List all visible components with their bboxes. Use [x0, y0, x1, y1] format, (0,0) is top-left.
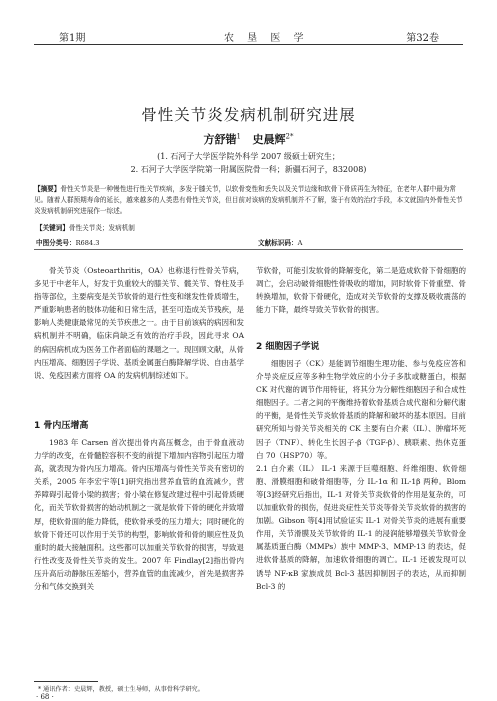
article-title: 骨性关节炎发病机制研究进展 [141, 106, 356, 124]
running-header [34, 28, 463, 45]
author-2-mark: 2* [285, 132, 294, 141]
header-divider [34, 249, 463, 250]
author-2: 史晨辉 [252, 133, 286, 146]
footnote: * 通讯作者：史晨辉，教授，硕士生导师，从事骨科学研究。 [38, 686, 204, 693]
right-paragraph-1: 节软骨，可能引发软骨的降解变化，第二是造成软骨下骨细胞的凋亡，会启动破骨细胞性骨吸收的增加，同时软骨下骨重塑、骨转换增加，软骨下骨硬化，造成对关节软骨的支撑及吸收震荡的能力下降，最终导致关节软骨的损害。 [256, 266, 466, 315]
journal-name: 农 垦 医 学 [224, 33, 309, 44]
author-1: 方舒锴 [203, 133, 237, 146]
section-2-heading: 2 细胞因子学说 [256, 342, 320, 352]
affiliation-2: 2. 石河子大学医学院第一附属医院骨一科；新疆石河子，832008) [130, 165, 367, 174]
affiliation-1: (1. 石河子大学医学院外科学 2007 级硕士研究生； [157, 152, 340, 161]
issue-number: 第1期 [59, 33, 86, 44]
keywords [36, 222, 135, 232]
clc-label: 中图分类号： [36, 239, 76, 247]
right-paragraph-3: 2.1 白介素（IL） IL-1 来源于巨噬细胞、纤维细胞、软骨细胞、滑膜细胞和破骨细胞等，分 IL-1α 和 IL-1β 两种。Blom 等[3]经研究后指出，IL-1 对骨关节炎软骨的作用是复杂的，可以加重软骨的损伤，促进炎症性关节炎等骨关节炎软骨的损害的加剧。Gibson 等[4]用试验证实 IL-1 对骨关节炎的进展有重要作用，关节滑膜及关节软骨的 IL-1 的浸润能够增强关节软骨金属基质蛋白酶（MMPs）族中 MMP-3、MMP-13 的表达，促进软骨基质的降解，加速软骨细胞的凋亡。IL-1 还被发现可以诱导 NF-κB 家族成员 Bcl-3 基因抑制因子的表达，从而抑制 Bcl-3 的 [256, 463, 466, 591]
right-paragraph-2: 细胞因子（CK）是能调节细胞生理功能、参与免疫应答和介导炎症反应等多种生物学效应的小分子多肽或糖蛋白，根据 CK 对代谢的调节作用特征，将其分为分解性细胞因子和合成性细胞因子。二者之间的平衡维持着软骨基质合成代谢和分解代谢的平衡，是骨性关节炎软骨基质的降解和破坏的基本原因。目前研究所知与骨关节炎相关的 CK 主要有白介素（IL）、肿瘤坏死因子（TNF）、转化生长因子-β（TGF-β）、胰联素、热休克蛋白 70（HSP70）等。 [256, 359, 466, 460]
doc-code-label: 文献标识码： [258, 239, 298, 247]
author-1-mark: 1 [236, 132, 241, 141]
keywords-text: 骨性关节炎；发病机制 [68, 224, 135, 232]
abstract-label: 【摘要】 [34, 185, 61, 193]
doc-code-value: A [297, 239, 303, 247]
left-column-continued [34, 436, 244, 593]
clc-value: R684.3 [75, 239, 100, 247]
classification-number [36, 237, 99, 247]
left-column [34, 264, 244, 382]
keywords-label: 【关键词】 [36, 224, 69, 232]
page-number: · 68 · [36, 693, 54, 701]
volume-number: 第32卷 [406, 33, 439, 44]
section-1-heading: 1 骨内压增高 [34, 421, 89, 431]
abstract-text: 骨性关节炎是一种慢性进行性关节疾病，多发于膝关节，以软骨变性和丢失以及关节边缘和软骨下骨质再生为特征，在老年人群中最为常见。随着人群预期寿命的延长，越来越多的人类患有骨性关节炎，但目前对该病的发病机制并不了解，鉴于有效的治疗手段，本文就国内外骨性关节炎发病机制研究进展作一综述。 [34, 185, 463, 216]
footnote-divider [34, 681, 98, 682]
abstract [34, 184, 463, 218]
document-code [258, 237, 302, 247]
right-column [256, 264, 466, 316]
left-paragraph-1: 骨关节炎（Osteoarthritis，OA）也称退行性骨关节病，多见于中老年人，好发于负重较大的膝关节、髋关节、脊柱及手指等部位，主要病变是关节软骨的退行性变和继发性骨质增生，严重影响患者的肢体功能和日常生活，甚至可造成关节残疾，是影响人类健康最常见的关节疾患之一。由于目前该病的病因和发病机制并不明确，临床尚缺乏有效的治疗手段，因此寻求 OA 的病因病机成为医务工作者面临的课题之一。现回顾文献，从骨内压增高、细胞因子学说、基质金属蛋白酶降解学说、自由基学说、免疫因素方面将 OA 的发病机制综述如下。 [34, 266, 244, 380]
left-paragraph-2: 1983 年 Carsen 首次提出骨内高压概念，由于骨血液动力学的改变，在骨髓腔容积不变的前提下增加内容物引起压力增高，就表现为骨内压力增高。骨内压增高与骨性关节炎有密切的关系，2005 年李宏宇等[1]研究指出营养血管的血流减少，营养障碍引起骨小梁的损害；骨小梁在修复改建过程中引起骨质硬化，而关节软骨损害的始动机制之一就是软骨下骨的硬化并致增厚，使软骨面的能力降低，使软骨承受的压力增大；同时硬化的软骨下骨还可以作用于关节的构型，影响软骨和骨的顺应性及负重时的最大接触面积。这些都可以加重关节软骨的损害，导致退行性改变及骨性关节炎的发生。2007 年 Findlay[2]指出骨内压升高后动静脉压差缩小，营养血管的血流减少，首先是损害养分和气体交换到关 [34, 438, 244, 592]
author-line [0, 131, 497, 147]
right-column-continued [256, 357, 466, 593]
